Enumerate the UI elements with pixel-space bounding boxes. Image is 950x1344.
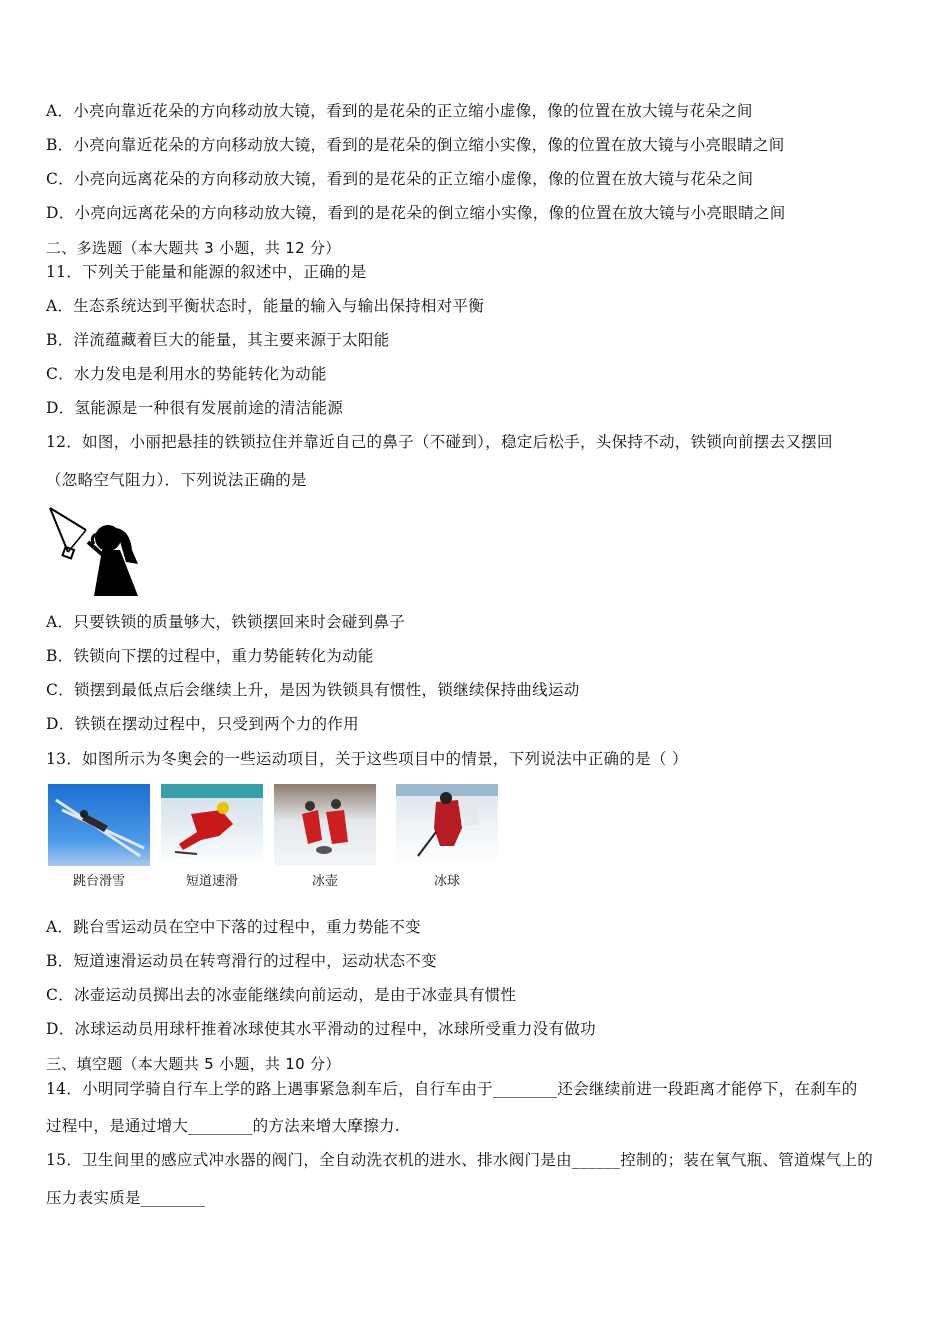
q12-option-c: C．锁摆到最低点后会继续上升，是因为铁锁具有惯性，锁继续保持曲线运动 — [46, 681, 580, 699]
caption-ski-jump: 跳台滑雪 — [72, 874, 125, 889]
q15-line2: 压力表实质是________ — [46, 1189, 206, 1207]
q14-line1: 14．小明同学骑自行车上学的路上遇事紧急刹车后，自行车由于________还会继续前进一段距离才能停下，在刹车的 — [46, 1080, 858, 1098]
q11-option-c: C．水力发电是利用水的势能转化为动能 — [46, 365, 327, 383]
q10-option-b: B．小亮向靠近花朵的方向移动放大镜，看到的是花朵的倒立缩小实像，像的位置在放大镜与小亮眼睛之间 — [46, 136, 785, 154]
q12-option-d: D．铁锁在摆动过程中，只受到两个力的作用 — [46, 715, 359, 733]
ski-jump-photo — [48, 784, 150, 866]
sport-ski-jump — [48, 784, 150, 889]
q12-option-a: A．只要铁锁的质量够大，铁锁摆回来时会碰到鼻子 — [46, 613, 406, 631]
q12-option-b: B．铁锁向下摆的过程中，重力势能转化为动能 — [46, 647, 374, 665]
q15-line1: 15．卫生间里的感应式冲水器的阀门，全自动洗衣机的进水、排水阀门是由______控制的；装在氧气瓶、管道煤气上的 — [46, 1151, 874, 1169]
q11-option-a: A．生态系统达到平衡状态时，能量的输入与输出保持相对平衡 — [46, 297, 485, 315]
pendulum-figure — [46, 504, 154, 600]
short-track-photo — [161, 784, 263, 866]
q10-option-c: C．小亮向远离花朵的方向移动放大镜，看到的是花朵的正立缩小虚像，像的位置在放大镜与花朵之间 — [46, 170, 754, 188]
q11-option-b: B．洋流蕴藏着巨大的能量，其主要来源于太阳能 — [46, 331, 390, 349]
sport-curling — [274, 784, 376, 889]
caption-ice-hockey: 冰球 — [433, 874, 460, 889]
q12-stem-line2: （忽略空气阻力）．下列说法正确的是 — [46, 471, 307, 489]
caption-curling: 冰壶 — [311, 874, 338, 889]
sport-short-track — [161, 784, 263, 889]
q11-stem: 11．下列关于能量和能源的叙述中，正确的是 — [46, 263, 367, 281]
q13-option-c: C．冰壶运动员掷出去的冰壶能继续向前运动，是由于冰壶具有惯性 — [46, 986, 517, 1004]
q10-option-d: D．小亮向远离花朵的方向移动放大镜，看到的是花朵的倒立缩小实像，像的位置在放大镜与小亮眼睛之间 — [46, 204, 786, 222]
ice-hockey-photo — [396, 784, 498, 866]
winter-sports-figure — [46, 784, 526, 892]
q11-option-d: D．氢能源是一种很有发展前途的清洁能源 — [46, 399, 344, 417]
sport-ice-hockey — [396, 784, 498, 889]
q13-option-d: D．冰球运动员用球杆推着冰球使其水平滑动的过程中，冰球所受重力没有做功 — [46, 1020, 596, 1038]
q13-option-a: A．跳台雪运动员在空中下落的过程中，重力势能不变 — [46, 918, 421, 936]
q14-line2: 过程中，是通过增大________的方法来增大摩擦力. — [46, 1117, 401, 1135]
q13-stem: 13．如图所示为冬奥会的一些运动项目，关于这些项目中的情景，下列说法中正确的是（ ） — [46, 750, 688, 768]
q10-option-a: A．小亮向靠近花朵的方向移动放大镜，看到的是花朵的正立缩小虚像，像的位置在放大镜与花朵之间 — [46, 102, 753, 120]
q12-stem-line1: 12．如图，小丽把悬挂的铁锁拉住并靠近自己的鼻子（不碰到），稳定后松手，头保持不动，铁锁向前摆去又摆回 — [46, 433, 833, 451]
q13-option-b: B．短道速滑运动员在转弯滑行的过程中，运动状态不变 — [46, 952, 437, 970]
section-title-fill-in: 三、填空题（本大题共 5 小题，共 10 分） — [46, 1055, 341, 1073]
curling-photo — [274, 784, 376, 866]
section-title-multiple-choice: 二、多选题（本大题共 3 小题，共 12 分） — [46, 239, 341, 257]
caption-short-track: 短道速滑 — [185, 874, 238, 889]
